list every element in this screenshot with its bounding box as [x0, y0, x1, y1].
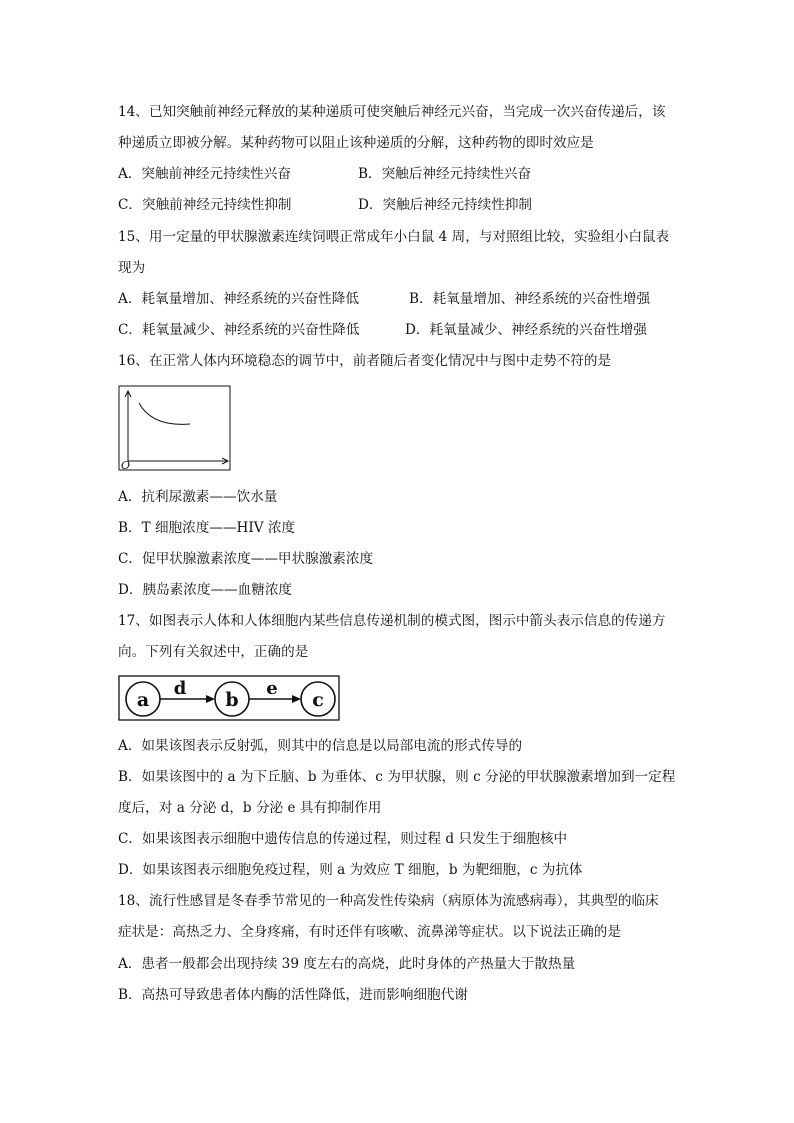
q16-option-d: D．胰岛素浓度——血糖浓度 — [118, 582, 293, 598]
q15-stem-line2: 现为 — [118, 260, 146, 276]
q18-stem-line2: 症状是：高热乏力、全身疼痛，有时还伴有咳嗽、流鼻涕等症状。以下说法正确的是 — [118, 924, 621, 940]
q16-stem: 16、在正常人体内环境稳态的调节中，前者随后者变化情况中与图中走势不符的是 — [118, 353, 612, 369]
q14-stem-line1: 14、已知突触前神经元释放的某种递质可使突触后神经元兴奋，当完成一次兴奋传递后，该 — [118, 104, 666, 120]
q14-option-b: B．突触后神经元持续性兴奋 — [358, 166, 532, 182]
q15-option-b: B．耗氧量增加、神经系统的兴奋性增强 — [409, 291, 651, 307]
q15-option-a: A．耗氧量增加、神经系统的兴奋性降低 — [118, 291, 359, 307]
graph-decreasing-curve — [139, 403, 190, 424]
q17-option-a: A．如果该图表示反射弧，则其中的信息是以局部电流的形式传导的 — [118, 738, 523, 754]
q18-option-a: A．患者一般都会出现持续 39 度左右的高烧，此时身体的产热量大于散热量 — [118, 956, 576, 972]
q18-option-b: B．高热可导致患者体内酶的活性降低，进而影响细胞代谢 — [118, 987, 468, 1003]
q15-option-d: D．耗氧量减少、神经系统的兴奋性增强 — [405, 322, 647, 338]
arrow-e-head — [292, 695, 301, 703]
q14-stem-line2: 种递质立即被分解。某种药物可以阻止该种递质的分解，这种药物的即时效应是 — [118, 135, 594, 151]
q17-stem-line1: 17、如图表示人体和人体细胞内某些信息传递机制的模式图，图示中箭头表示信息的传递方 — [118, 613, 666, 629]
q16-option-b: B．T 细胞浓度——HIV 浓度 — [118, 520, 296, 536]
node-b-label: b — [225, 689, 239, 711]
node-a-label: a — [136, 689, 150, 711]
q17-option-d: D．如果该图表示细胞免疫过程，则 a 为效应 T 细胞，b 为靶细胞，c 为抗体 — [118, 862, 583, 878]
q16-option-a: A．抗利尿激素——饮水量 — [118, 489, 278, 505]
q15-stem-line1: 15、用一定量的甲状腺激素连续饲喂正常成年小白鼠 4 周，与对照组比较，实验组小白鼠表 — [118, 229, 670, 245]
q17-flow-diagram — [118, 675, 342, 723]
q17-option-b-line2: 度后，对 a 分泌 d，b 分泌 e 具有抑制作用 — [118, 800, 382, 816]
q14-option-c: C．突触前神经元持续性抑制 — [118, 197, 292, 213]
q17-option-c: C．如果该图表示细胞中遗传信息的传递过程，则过程 d 只发生于细胞核中 — [118, 831, 568, 847]
q14-option-d: D．突触后神经元持续性抑制 — [358, 197, 533, 213]
q16-trend-graph — [118, 385, 232, 473]
graph-frame — [119, 386, 230, 470]
graph-origin-label: O — [121, 459, 131, 472]
q18-stem-line1: 18、流行性感冒是冬春季节常见的一种高发性传染病（病原体为流感病毒），其典型的临床 — [118, 893, 659, 909]
q16-option-c: C．促甲状腺激素浓度——甲状腺激素浓度 — [118, 551, 374, 567]
node-c-label: c — [312, 689, 324, 711]
q17-stem-line2: 向。下列有关叙述中，正确的是 — [118, 644, 309, 660]
arrow-d-label: d — [173, 678, 187, 699]
arrow-e-label: e — [266, 678, 278, 699]
arrow-d-head — [206, 695, 215, 703]
q17-option-b-line1: B．如果该图中的 a 为下丘脑、b 为垂体、c 为甲状腺，则 c 分泌的甲状腺激素增加到一定程 — [118, 769, 676, 785]
q14-option-a: A．突触前神经元持续性兴奋 — [118, 166, 291, 182]
q15-option-c: C．耗氧量减少、神经系统的兴奋性降低 — [118, 322, 360, 338]
